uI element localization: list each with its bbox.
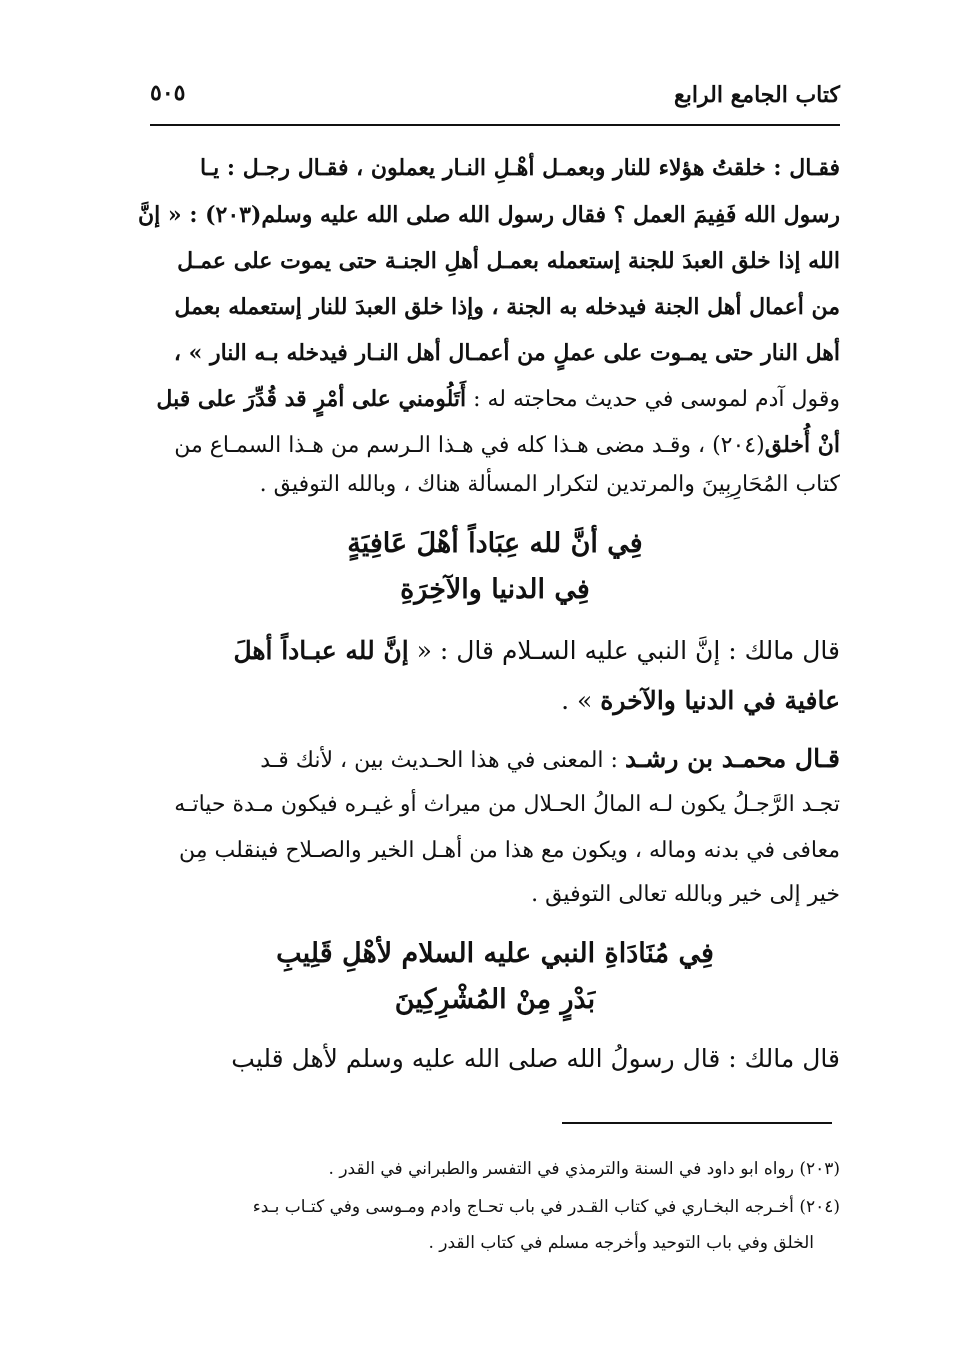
body-line-7-bold: أنْ أُخلق — [764, 432, 840, 458]
body-line-6-bold: أَتَلُومني على أمْرٍ قد قُدِّرَ على قبل — [156, 386, 467, 412]
body-line-4: من أعمال أهل الجنة فيدخله به الجنة ، وإذا خلق العبدَ للنار إستعمله بعمل — [174, 294, 840, 320]
ibn-rushd-name: قـال محمـد بن رشـد — [624, 744, 840, 773]
footnote-divider — [562, 1122, 832, 1124]
section-heading-1-line-1: فِي أنَّ لله عِبَاداً أهْلَ عَافِيَةٍ — [347, 528, 643, 559]
header-divider — [150, 124, 840, 126]
body-line-6-plain: وقول آدم لموسى في حديث محاجته له : — [466, 387, 840, 412]
body-line-1: فقـال : خلقتُ هؤلاء للنار وبعمـل أهْـلِ النـار يعملون ، فقـال رجـل : يـا — [200, 155, 840, 181]
malik-quote-1-bold: إنَّ لله عبـاداً أهلَ — [233, 636, 409, 665]
footnote-204-number: (٢٠٤) — [799, 1197, 840, 1217]
malik-quote-1-line-2 — [150, 686, 840, 716]
section-heading-2-line-1: فِي مُنَادَاةِ النبي عليه السلام لأهْلِ قَلِيبِ — [276, 938, 714, 969]
malik-quote-2-line-1: قال مالك : قال رسولُ الله صلى الله عليه وسلم لأهل قليب — [231, 1044, 840, 1073]
page-number: ٥٠٥ — [150, 80, 186, 106]
section-heading-2-line-2: بَدْرٍ مِنْ المُشْرِكِينَ — [394, 984, 596, 1015]
footnote-204-text: أخـرجه البخـاري في كتاب القـدر في باب تحـاج وادم ومـوسى وفي كتـاب بـدء — [252, 1197, 794, 1217]
body-line-6 — [150, 384, 840, 415]
body-line-7-plain: (٢٠٤) ، وقـد مضى هـذا كله في هـذا الـرسم من هـذا السمـاع من — [174, 433, 765, 458]
body-line-8: كتاب المُحَارِبِينَ والمرتدين لتكرار المسألة هناك ، وبالله التوفيق . — [259, 472, 840, 497]
malik-quote-1-line-2-plain: » . — [561, 686, 601, 715]
footnote-203-number: (٢٠٣) — [799, 1159, 840, 1179]
footnote-203-text: رواه ابو داود في السنة والترمذي في التفسر والطبراني في القدر . — [328, 1159, 794, 1179]
body-line-2: رسول الله فَفِيمَ العمل ؟ فقال رسول الله صلى الله عليه وسلم(٢٠٣) : « إنَّ — [137, 202, 840, 228]
body-line-3: الله إذا خلق العبدَ للجنة إستعمله بعمـل أهلِ الجنـة حتى يموت على عمـل — [177, 248, 840, 274]
footnote-204 — [150, 1194, 840, 1220]
body-line-5: أهل النار حتى يمـوت على عملٍ من أعمـال أهل النـار فيدخله بـه النار » ، — [173, 340, 840, 366]
page-header — [150, 78, 840, 122]
ibn-rushd-line-1-plain: : المعنى في هذا الحـديث بين ، لأنك قـد — [260, 748, 625, 773]
ibn-rushd-line-3: معافى في بدنه وماله ، ويكون مع هذا من أهـل الخير والصـلاح فينقلب مِن — [179, 838, 840, 863]
malik-quote-1-plain: قال مالك : إنَّ النبي عليه السـلام قال : « — [408, 636, 840, 665]
ibn-rushd-line-2: تجـد الرَّجـلُ يكون لـه المالُ الحـلال من ميراث أو غيـره فيكون مـدة حياتـه — [174, 792, 840, 817]
ibn-rushd-line-1 — [150, 744, 840, 776]
ibn-rushd-line-4: خير إلى خير وبالله تعالى التوفيق . — [531, 882, 840, 907]
book-title: كتاب الجامع الرابع — [674, 82, 840, 108]
body-line-7 — [150, 430, 840, 461]
section-heading-1-line-2: فِي الدنيا والآخِرَةِ — [400, 574, 590, 605]
malik-quote-1-line-2-bold: عافية في الدنيا والآخرة — [600, 686, 840, 715]
malik-quote-1-line-1 — [150, 636, 840, 666]
footnote-204-continuation: الخلق وفي باب التوحيد وأخرجه مسلم في كتاب القدر . — [428, 1233, 814, 1253]
footnote-203 — [150, 1156, 840, 1182]
